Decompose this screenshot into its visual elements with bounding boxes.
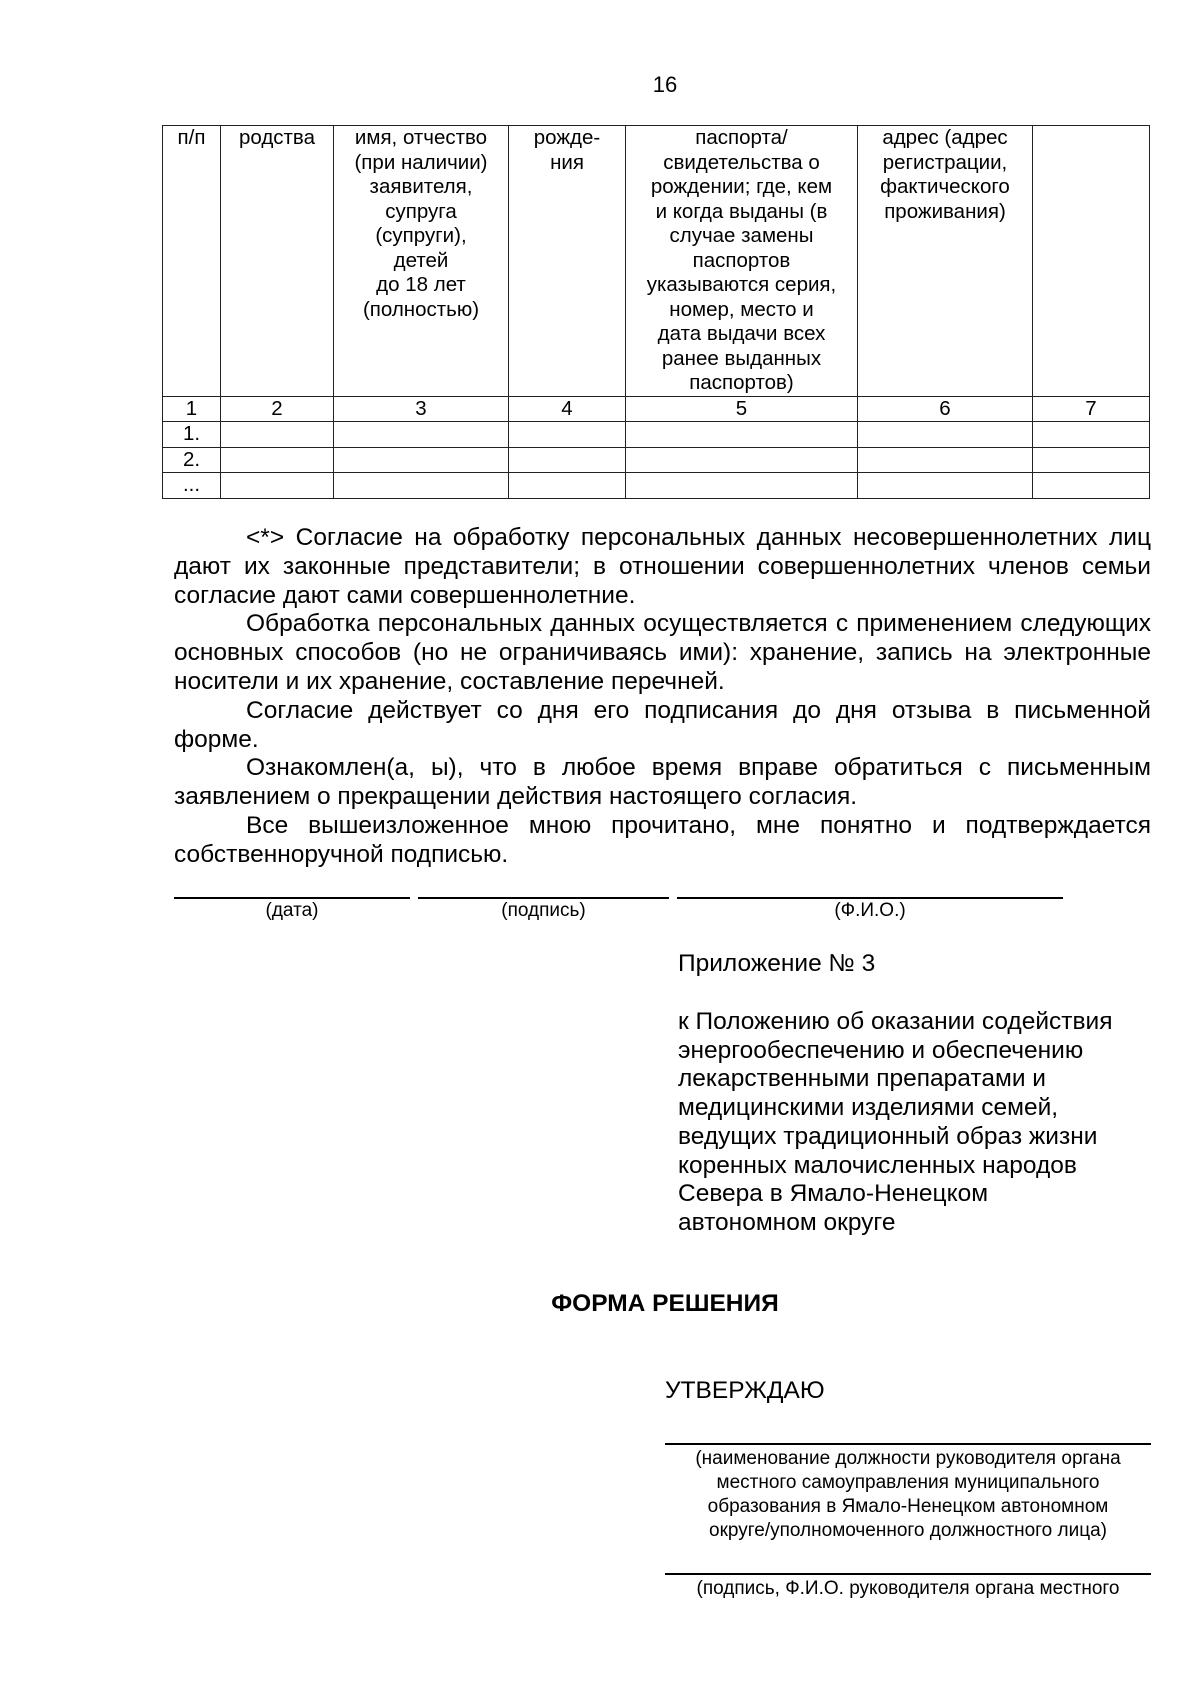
signature-line <box>418 897 669 899</box>
table-cell <box>1033 447 1150 473</box>
table-header-row <box>163 126 1150 397</box>
date-line <box>174 897 410 899</box>
table-cell <box>334 473 509 499</box>
row-index: 2. <box>163 447 221 473</box>
header-cell-birth: рожде- ния <box>509 126 626 397</box>
number-cell: 1 <box>163 396 221 422</box>
signature-fio-line <box>665 1573 1151 1575</box>
table-cell <box>221 447 334 473</box>
fio-label: (Ф.И.О.) <box>834 900 906 921</box>
family-members-table <box>162 125 1150 499</box>
table-cell <box>509 447 626 473</box>
approve-heading: УТВЕРЖДАЮ <box>665 1377 825 1404</box>
signature-label: (подпись) <box>501 900 586 921</box>
table-row <box>163 422 1150 448</box>
paragraph-processing-methods: Обработка персональных данных осуществляется с применением следующих основных способов (но не ограничиваясь ими): хранение, запись на электронные носители и их хранение, составление перечней. <box>174 610 1151 695</box>
paragraph-footnote: <*> Согласие на обработку персональных данных несовершеннолетних лиц дают их законные представители; в отношении совершеннолетних членов семьи согласие дают сами совершеннолетние. <box>174 524 1151 609</box>
appendix-number: Приложение № 3 <box>678 950 876 977</box>
row-index: ... <box>163 473 221 499</box>
table-cell <box>858 473 1033 499</box>
table-cell <box>1033 422 1150 448</box>
header-cell-7 <box>1033 126 1150 397</box>
table-cell <box>334 422 509 448</box>
paragraph-consent-validity: Согласие действует со дня его подписания до дня отзыва в письменной форме. <box>174 696 1151 753</box>
table-cell <box>334 447 509 473</box>
number-cell: 2 <box>221 396 334 422</box>
table-cell <box>858 447 1033 473</box>
header-cell-kinship: родства <box>221 126 334 397</box>
row-index: 1. <box>163 422 221 448</box>
signature-fio-caption: (подпись, Ф.И.О. руководителя органа местного <box>696 1578 1120 1599</box>
table-number-row <box>163 396 1150 422</box>
paragraph-revocation-notice: Ознакомлен(а, ы), что в любое время вправе обратиться с письменным заявлением о прекращении действия настоящего согласия. <box>174 754 1151 811</box>
number-cell: 3 <box>334 396 509 422</box>
table-cell <box>221 422 334 448</box>
form-title: ФОРМА РЕШЕНИЯ <box>551 1290 779 1317</box>
fio-line <box>677 897 1063 899</box>
consent-body-text <box>174 524 1151 870</box>
table-cell <box>626 447 858 473</box>
number-cell: 6 <box>858 396 1033 422</box>
number-cell: 5 <box>626 396 858 422</box>
date-label: (дата) <box>265 900 319 921</box>
header-cell-name: имя, отчество (при наличии) заявителя, супруга (супруги), детей до 18 лет (полностью) <box>334 126 509 397</box>
table-row <box>163 447 1150 473</box>
table-cell <box>509 473 626 499</box>
paragraph-confirmation: Все вышеизложенное мною прочитано, мне понятно и подтверждается собственноручной подписью. <box>174 811 1151 868</box>
table-cell <box>626 473 858 499</box>
position-caption: (наименование должности руководителя органа местного самоуправления муниципального образования в Ямало-Ненецком автономном округе/уполномоченного должностного лица) <box>695 1448 1121 1541</box>
header-cell-passport: паспорта/ свидетельства о рождении; где, кем и когда выданы (в случае замены паспортов указываются серия, номер, место и дата выдачи всех ранее выданных паспортов) <box>626 126 858 397</box>
table-cell <box>626 422 858 448</box>
table-cell <box>1033 473 1150 499</box>
header-cell-address: адрес (адрес регистрации, фактического проживания) <box>858 126 1033 397</box>
table-cell <box>221 473 334 499</box>
header-cell-num: п/п <box>163 126 221 397</box>
appendix-reference: к Положению об оказании содействия энергообеспечению и обеспечению лекарственными препаратами и медицинскими изделиями семей, ведущих традиционный образ жизни коренных малочисленных народов Севера в Ямало-Ненецком автономном округе <box>678 1008 1113 1236</box>
page-number: 16 <box>652 72 678 97</box>
position-line <box>665 1443 1151 1445</box>
number-cell: 4 <box>509 396 626 422</box>
table-cell <box>858 422 1033 448</box>
number-cell: 7 <box>1033 396 1150 422</box>
table-row <box>163 473 1150 499</box>
table-cell <box>509 422 626 448</box>
